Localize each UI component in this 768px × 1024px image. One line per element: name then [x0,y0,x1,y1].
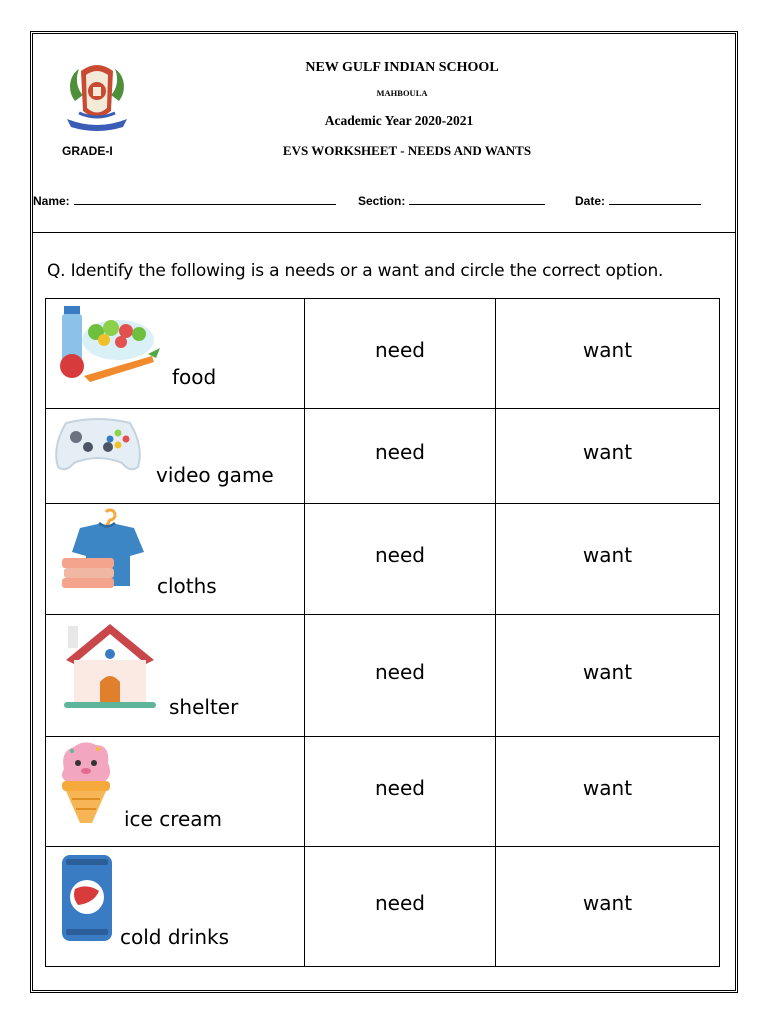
option-need[interactable]: need [305,615,496,737]
item-label: food [172,365,217,389]
option-want[interactable]: want [496,847,720,967]
date-line[interactable] [609,192,701,205]
option-need[interactable]: need [305,409,496,504]
date-label: Date: [575,194,606,208]
option-want[interactable]: want [496,409,720,504]
option-want[interactable]: want [496,615,720,737]
table-row [46,299,720,409]
item-cell [46,847,305,967]
item-cell [46,737,305,847]
option-need[interactable]: need [305,299,496,409]
item-label: cold drinks [120,925,229,949]
option-want[interactable]: want [496,299,720,409]
item-label: ice cream [124,807,223,831]
worksheet-header [33,34,735,233]
item-cell [46,409,305,504]
house-icon [62,620,158,710]
question-text: Q. Identify the following is a needs or a want and circle the correct option. [47,261,664,281]
item-cell [46,504,305,615]
worksheet-title: EVS WORKSHEET - NEEDS AND WANTS [282,143,532,158]
option-want[interactable]: want [496,504,720,615]
table-row [46,847,720,967]
item-cell [46,615,305,737]
needs-wants-table [45,298,720,967]
table-row [46,737,720,847]
section-label: Section: [358,194,406,208]
item-label: video game [156,463,274,487]
grade-label: GRADE-I [62,144,113,158]
item-label: shelter [169,695,239,719]
table-row [46,615,720,737]
soda-can-icon [58,853,116,943]
option-need[interactable]: need [305,737,496,847]
name-field[interactable] [33,192,336,208]
table-row [46,504,720,615]
item-cell [46,299,305,409]
name-line[interactable] [74,192,336,205]
section-field[interactable] [358,192,545,208]
option-want[interactable]: want [496,737,720,847]
food-icon [56,304,161,382]
game-controller-icon [52,417,144,473]
ice-cream-icon [56,739,116,825]
school-location: MAHBOULA [376,88,428,98]
item-label: cloths [157,574,217,598]
date-field[interactable] [575,192,701,208]
option-need[interactable]: need [305,847,496,967]
table-row [46,409,720,504]
clothes-icon [60,508,146,590]
academic-year: Academic Year 2020-2021 [324,113,474,128]
section-line[interactable] [409,192,545,205]
school-name: NEW GULF INDIAN SCHOOL [305,60,499,75]
name-label: Name: [33,194,70,208]
option-need[interactable]: need [305,504,496,615]
